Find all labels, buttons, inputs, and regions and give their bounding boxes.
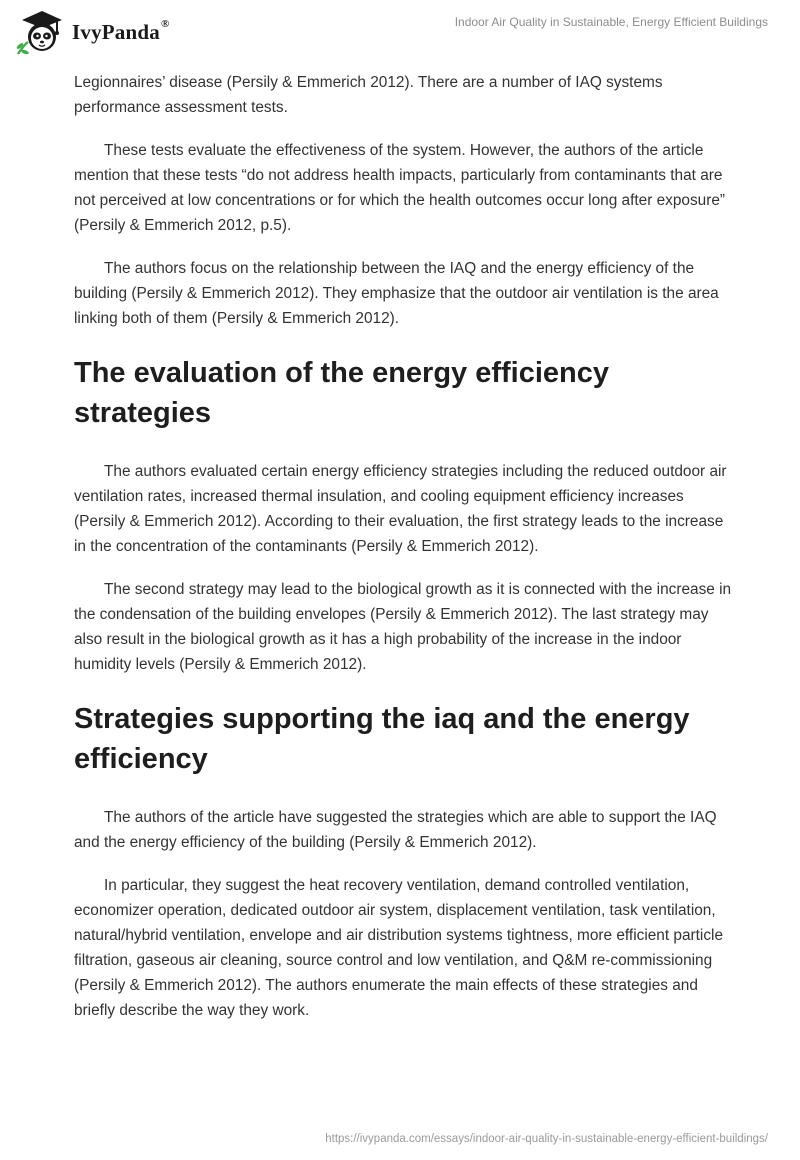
ivypanda-logo[interactable] (14, 8, 169, 56)
registered-mark: ® (160, 17, 170, 30)
brand-text: IvyPanda (72, 19, 160, 44)
paragraph-3: The authors focus on the relationship between the IAQ and the energy efficiency of the building (Persily & Emmerich 2012). They emphasize that the outdoor air ventilation is the area linking both of them (Persily & Emmerich 2012). (74, 260, 719, 327)
panda-graduate-logo-icon (14, 8, 66, 56)
paragraph-7: In particular, they suggest the heat recovery ventilation, demand controlled ventilation, economizer operation, dedicated outdoor air system, displacement ventilation, task ventilation, natural/hybrid ventilation, envelope and air distribution systems tightness, more efficient particle filtration, gaseous air cleaning, source control and low ventilation, and Q&M re-commissioning (Persily & Emmerich 2012). The authors enumerate the main effects of these strategies and briefly describe the way they work. (74, 877, 724, 1019)
page-header (0, 0, 800, 70)
brand-name (72, 17, 170, 45)
paragraph-1: Legionnaires’ disease (Persily & Emmerich 2012). There are a number of IAQ systems performance assessment tests. (74, 74, 663, 116)
section-heading-strategies: Strategies supporting the iaq and the energy efficiency (74, 703, 690, 775)
paragraph-4: The authors evaluated certain energy efficiency strategies including the reduced outdoor air ventilation rates, increased thermal insulation, and cooling equipment efficiency increases (Persily & Emmerich 2012). According to their evaluation, the first strategy leads to the increase in the concentration of the contaminants (Persily & Emmerich 2012). (74, 463, 727, 555)
document-title: Indoor Air Quality in Sustainable, Energy Efficient Buildings (454, 15, 768, 29)
section-heading-evaluation: The evaluation of the energy efficiency strategies (74, 357, 610, 429)
paragraph-2: These tests evaluate the effectiveness of the system. However, the authors of the article mention that these tests “do not address health impacts, particularly from contaminants that are not perceived at low concentrations or for which the health outcomes occur long after exposure” (Persily & Emmerich 2012, p.5). (74, 142, 726, 234)
paragraph-5: The second strategy may lead to the biological growth as it is connected with the increase in the condensation of the building envelopes (Persily & Emmerich 2012). The last strategy may also result in the biological growth as it has a high probability of the increase in the indoor humidity levels (Persily & Emmerich 2012). (74, 581, 732, 673)
source-url-link[interactable]: https://ivypanda.com/essays/indoor-air-quality-in-sustainable-energy-efficient-buildings/ (325, 1133, 768, 1145)
essay-content (74, 70, 734, 1041)
paragraph-6: The authors of the article have suggested the strategies which are able to support the IAQ and the energy efficiency of the building (Persily & Emmerich 2012). (74, 809, 717, 851)
